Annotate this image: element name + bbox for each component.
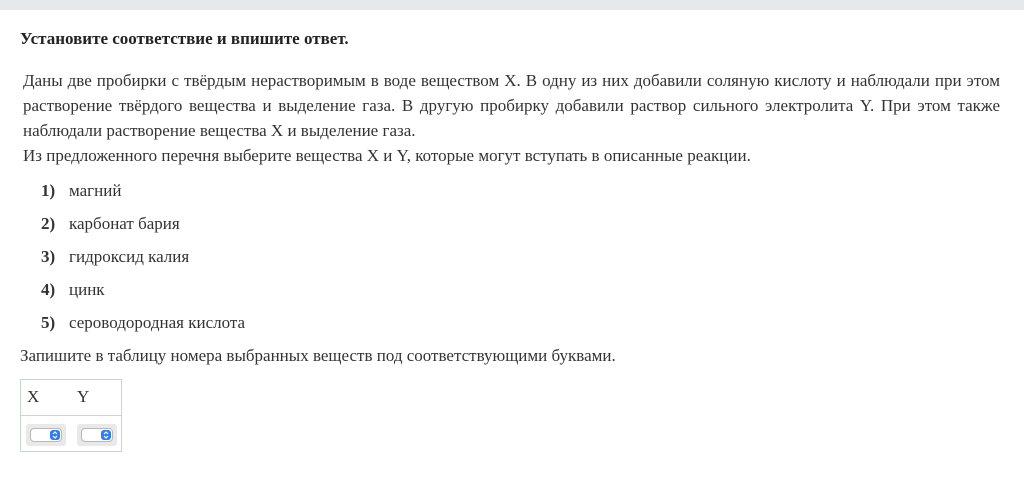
list-item xyxy=(41,246,245,279)
option-label: карбонат бария xyxy=(69,214,180,233)
top-bar xyxy=(0,0,1024,10)
instruction-title: Установите соответствие и впишите ответ. xyxy=(20,29,349,48)
task-text: Запишите в таблицу номера выбранных веществ под соответствующими буквами. xyxy=(20,346,616,365)
header-x: X xyxy=(27,387,40,406)
question-text xyxy=(23,68,1000,168)
list-item xyxy=(41,213,245,246)
option-number: 2) xyxy=(41,214,56,233)
answer-table xyxy=(20,379,122,452)
option-number: 5) xyxy=(41,313,56,332)
select-x-cell xyxy=(26,424,66,446)
updown-chevron-icon xyxy=(50,430,60,440)
option-label: сероводородная кислота xyxy=(69,313,246,332)
option-label: цинк xyxy=(69,280,105,299)
select-y[interactable] xyxy=(81,428,113,442)
option-number: 4) xyxy=(41,280,56,299)
question-paragraph: Даны две пробирки с твёрдым нерастворимым в воде веществом X. В одну из них добавили соляную кислоту и наблюдали при этом растворение твёрдого вещества и выделение газа. В другую пробирку добавили раствор сильного электролита Y. При этом также наблюдали растворение вещества X и выделение газа. xyxy=(23,71,1000,140)
options-list xyxy=(41,180,245,345)
answer-table-body xyxy=(21,416,121,453)
answer-table-header xyxy=(21,380,121,416)
select-x[interactable] xyxy=(30,428,62,442)
select-y-cell xyxy=(77,424,117,446)
option-number: 1) xyxy=(41,181,56,200)
list-item xyxy=(41,279,245,312)
option-number: 3) xyxy=(41,247,56,266)
option-label: гидроксид калия xyxy=(69,247,190,266)
list-item xyxy=(41,180,245,213)
option-label: магний xyxy=(69,181,122,200)
header-y: Y xyxy=(77,387,90,406)
question-paragraph: Из предложенного перечня выберите вещества X и Y, которые могут вступать в описанные реакции. xyxy=(23,146,751,165)
updown-chevron-icon xyxy=(101,430,111,440)
list-item xyxy=(41,312,245,345)
